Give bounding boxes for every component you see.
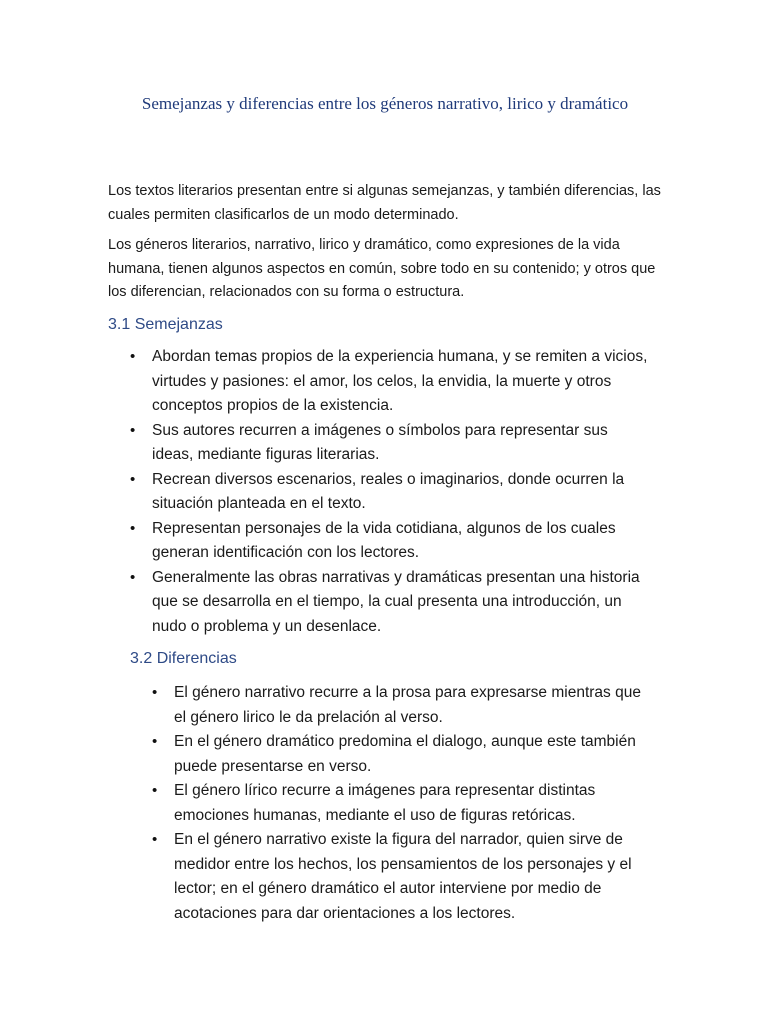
section-heading-semejanzas: 3.1 Semejanzas	[108, 316, 223, 333]
section-heading-diferencias: 3.2 Diferencias	[130, 650, 237, 667]
diferencias-list	[152, 681, 656, 926]
list-item: • En el género narrativo existe la figura del narrador, quien sirve de medidor entre los hechos, los pensamientos de los personajes y el lector; en el género dramático el autor interviene por medio de acotaciones para dar orientaciones a los lectores.	[152, 828, 656, 926]
intro-paragraph: Los textos literarios presentan entre si algunas semejanzas, y también diferencias, las cuales permiten clasificarlos de un modo determinado.	[108, 183, 661, 223]
list-item: • Representan personajes de la vida cotidiana, algunos de los cuales generan identificación con los lectores.	[130, 517, 650, 566]
list-item: • Abordan temas propios de la experiencia humana, y se remiten a vicios, virtudes y pasiones: el amor, los celos, la envidia, la muerte y otros conceptos propios de la existencia.	[130, 345, 650, 419]
intro-paragraph: Los géneros literarios, narrativo, lirico y dramático, como expresiones de la vida humana, tienen algunos aspectos en común, sobre todo en su contenido; y otros que los diferencian, relacionados con su forma o estructura.	[108, 237, 656, 300]
list-item: • El género narrativo recurre a la prosa para expresarse mientras que el género lirico le da prelación al verso.	[152, 681, 656, 730]
semejanzas-list	[130, 345, 650, 639]
list-item: • Recrean diversos escenarios, reales o imaginarios, donde ocurren la situación planteada en el texto.	[130, 468, 650, 517]
list-item: • El género lírico recurre a imágenes para representar distintas emociones humanas, mediante el uso de figuras retóricas.	[152, 779, 656, 828]
document-title: Semejanzas y diferencias entre los géneros narrativo, lirico y dramático	[141, 94, 629, 113]
list-item: • En el género dramático predomina el dialogo, aunque este también puede presentarse en verso.	[152, 730, 656, 779]
list-item: • Sus autores recurren a imágenes o símbolos para representar sus ideas, mediante figuras literarias.	[130, 419, 650, 468]
list-item: • Generalmente las obras narrativas y dramáticas presentan una historia que se desarrolla en el tiempo, la cual presenta una introducción, un nudo o problema y un desenlace.	[130, 566, 650, 640]
